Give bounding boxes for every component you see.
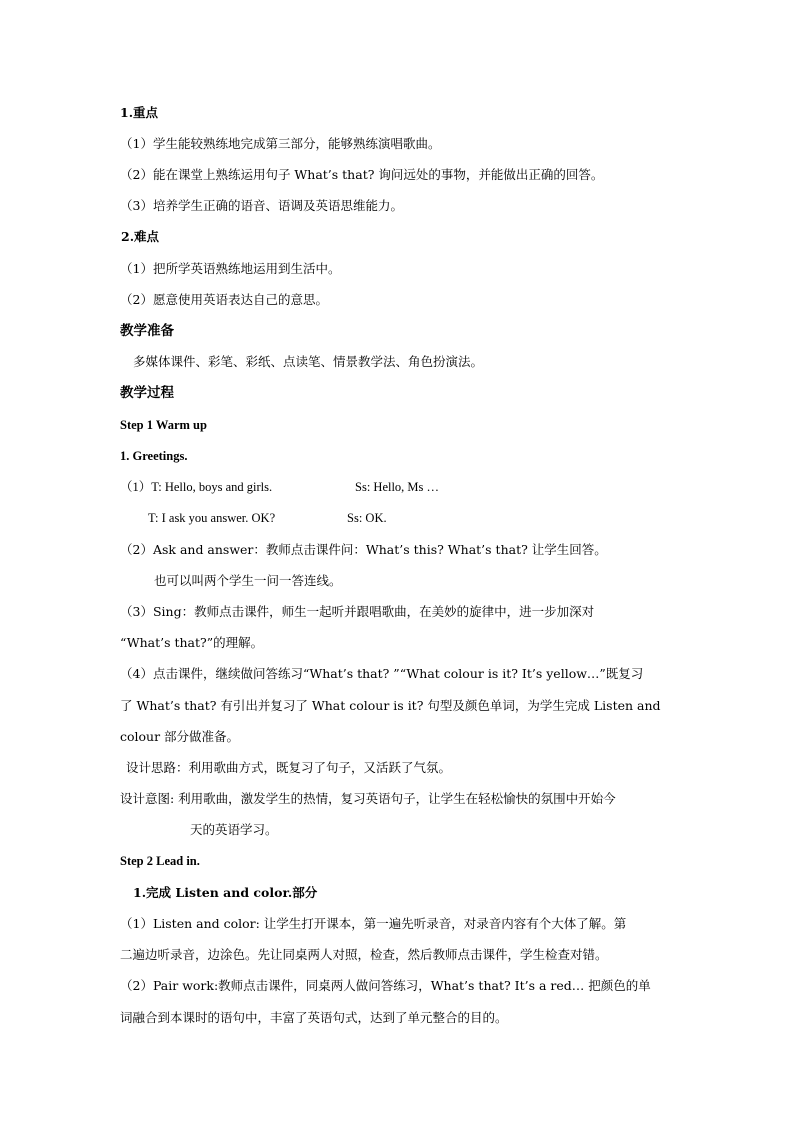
sing-line-2: “What’s that?”的理解。	[120, 635, 264, 650]
difficulty-item-1: （1）把所学英语熟练地运用到生活中。	[120, 261, 341, 276]
design-idea: 设计思路：利用歌曲方式，既复习了句子，又活跃了气氛。	[126, 760, 452, 775]
listen-color-line-1: （1）Listen and color: 让学生打开课本，第一遍先听录音，对录音内容有个大体了解。第	[120, 916, 627, 931]
key-point-item-3: （3）培养学生正确的语音、语调及英语思维能力。	[120, 198, 403, 213]
sing-line-1: （3）Sing：教师点击课件，师生一起听并跟唱歌曲，在美妙的旋律中，进一步加深对	[120, 604, 595, 619]
preparation-heading: 教学准备	[120, 323, 174, 339]
practice-line-3: colour 部分做准备。	[120, 729, 240, 744]
practice-line-1: （4）点击课件，继续做问答练习“What’s that? ”“What colour is it? It’s yellow…”既复习	[120, 666, 644, 681]
greeting-teacher-2: T: I ask you answer. OK?	[148, 511, 276, 525]
process-heading: 教学过程	[120, 385, 174, 401]
key-point-item-2: （2）能在课堂上熟练运用句子 What’s that? 询问远处的事物，并能做出正确的回答。	[120, 167, 604, 182]
key-point-item-1: （1）学生能较熟练地完成第三部分，能够熟练演唱歌曲。	[120, 136, 441, 151]
ask-answer-line-2: 也可以叫两个学生一问一答连线。	[154, 573, 342, 588]
practice-line-2: 了 What’s that? 有引出并复习了 What colour is it? 句型及颜色单词，为学生完成 Listen and	[120, 698, 661, 713]
preparation-text: 多媒体课件、彩笔、彩纸、点读笔、情景教学法、角色扮演法。	[133, 354, 484, 369]
design-intent-line-2: 天的英语学习。	[190, 822, 278, 837]
greeting-students-2: Ss: OK.	[347, 511, 387, 525]
ask-answer-line-1: （2）Ask and answer：教师点击课件问：What’s this? What’s that? 让学生回答。	[120, 542, 607, 557]
listen-color-line-2: 二遍边听录音，边涂色。先让同桌两人对照，检查，然后教师点击课件，学生检查对错。	[120, 947, 608, 962]
greetings-title: 1. Greetings.	[120, 449, 188, 463]
key-points-heading: 1.重点	[120, 105, 159, 120]
difficulty-item-2: （2）愿意使用英语表达自己的意思。	[120, 292, 328, 307]
design-intent-line-1: 设计意图: 利用歌曲，激发学生的热情，复习英语句子，让学生在轻松愉快的氛围中开始今	[120, 791, 616, 806]
pair-work-line-2: 词融合到本课时的语句中，丰富了英语句式，达到了单元整合的目的。	[120, 1010, 508, 1025]
step2-subtitle: 1.完成 Listen and color.部分	[133, 885, 318, 900]
pair-work-line-1: （2）Pair work:教师点击课件，同桌两人做问答练习，What’s that? It’s a red… 把颜色的单	[120, 978, 651, 993]
step2-title: Step 2 Lead in.	[120, 854, 200, 868]
difficulties-heading: 2.难点	[121, 229, 160, 244]
step1-title: Step 1 Warm up	[120, 418, 207, 432]
greeting-students-1: Ss: Hello, Ms …	[355, 480, 440, 494]
greeting-teacher-1: （1）T: Hello, boys and girls.	[120, 480, 273, 494]
